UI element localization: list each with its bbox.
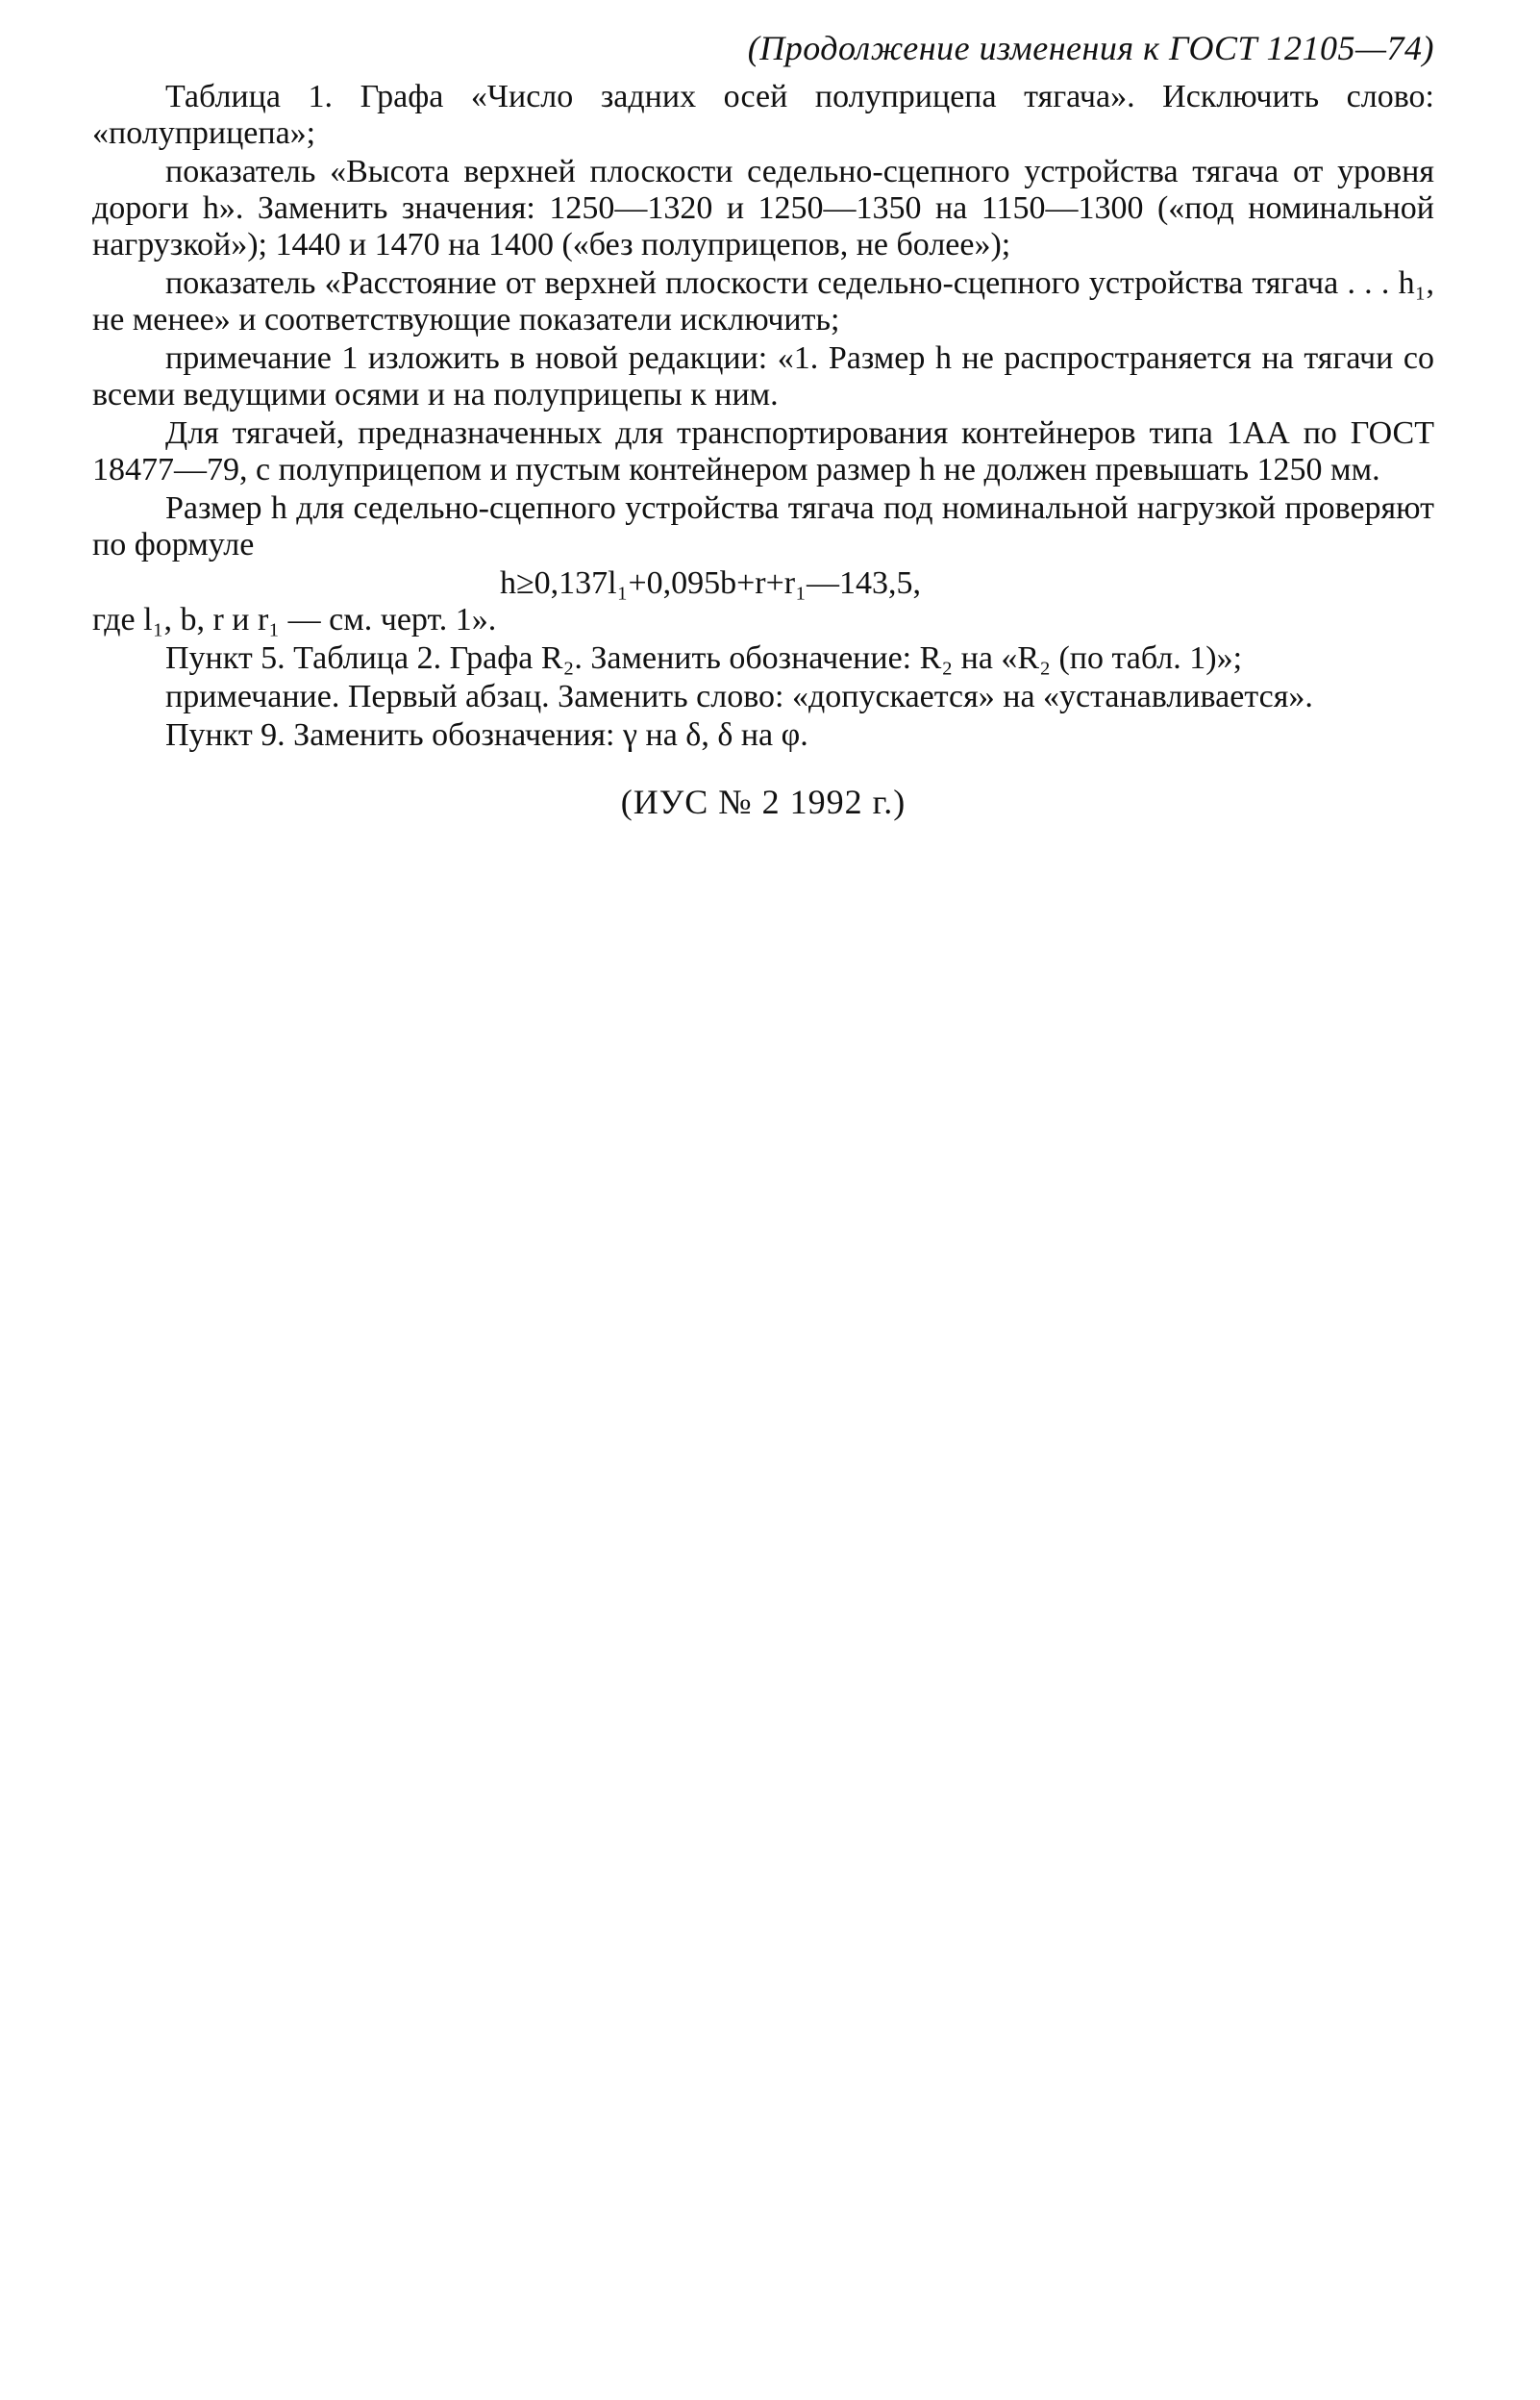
- paragraph-distance: показатель «Расстояние от верхней плоскости седельно-сцепного устройства тягача . . . h₁, не менее» и соответствующие показатели исключить;: [92, 265, 1434, 338]
- paragraph-table1: Таблица 1. Графа «Число задних осей полуприцепа тягача». Исключить слово: «полуприцепа»;: [92, 79, 1434, 151]
- paragraph-height: показатель «Высота верхней плоскости седельно-сцепного устройства тягача от уровня дороги h». Заменить значения: 1250—1320 и 1250—1350 на 1150—1300 («под номинальной нагрузкой»); 1440 и 1470 на 1400 («без полуприцепов, не более»);: [92, 154, 1434, 262]
- paragraph-containers: Для тягачей, предназначенных для транспортирования контейнеров типа 1АА по ГОСТ 18477—79, с полуприцепом и пустым контейнером размер h не должен превышать 1250 мм.: [92, 415, 1434, 488]
- paragraph-size-check: Размер h для седельно-сцепного устройства тягача под номинальной нагрузкой проверяют по формуле: [92, 490, 1434, 562]
- continuation-header: (Продолжение изменения к ГОСТ 12105—74): [747, 29, 1434, 67]
- paragraph-note1: примечание 1 изложить в новой редакции: «1. Размер h не распространяется на тягачи со всеми ведущими осями и на полуприцепы к ним.: [92, 340, 1434, 412]
- document-page: [92, 23, 1434, 827]
- paragraph-item5: Пункт 5. Таблица 2. Графа R₂. Заменить обозначение: R₂ на «R₂ (по табл. 1)»;: [165, 640, 1243, 676]
- paragraph-item9: Пункт 9. Заменить обозначения: γ на δ, δ на φ.: [165, 717, 808, 753]
- formula: h≥0,137l₁+0,095b+r+r₁—143,5,: [500, 565, 921, 601]
- issue-reference: (ИУС № 2 1992 г.): [620, 783, 907, 821]
- paragraph-note-first: примечание. Первый абзац. Заменить слово: «допускается» на «устанавливается».: [165, 679, 1313, 714]
- paragraph-where: где l₁, b, r и r₁ — см. черт. 1».: [92, 602, 497, 638]
